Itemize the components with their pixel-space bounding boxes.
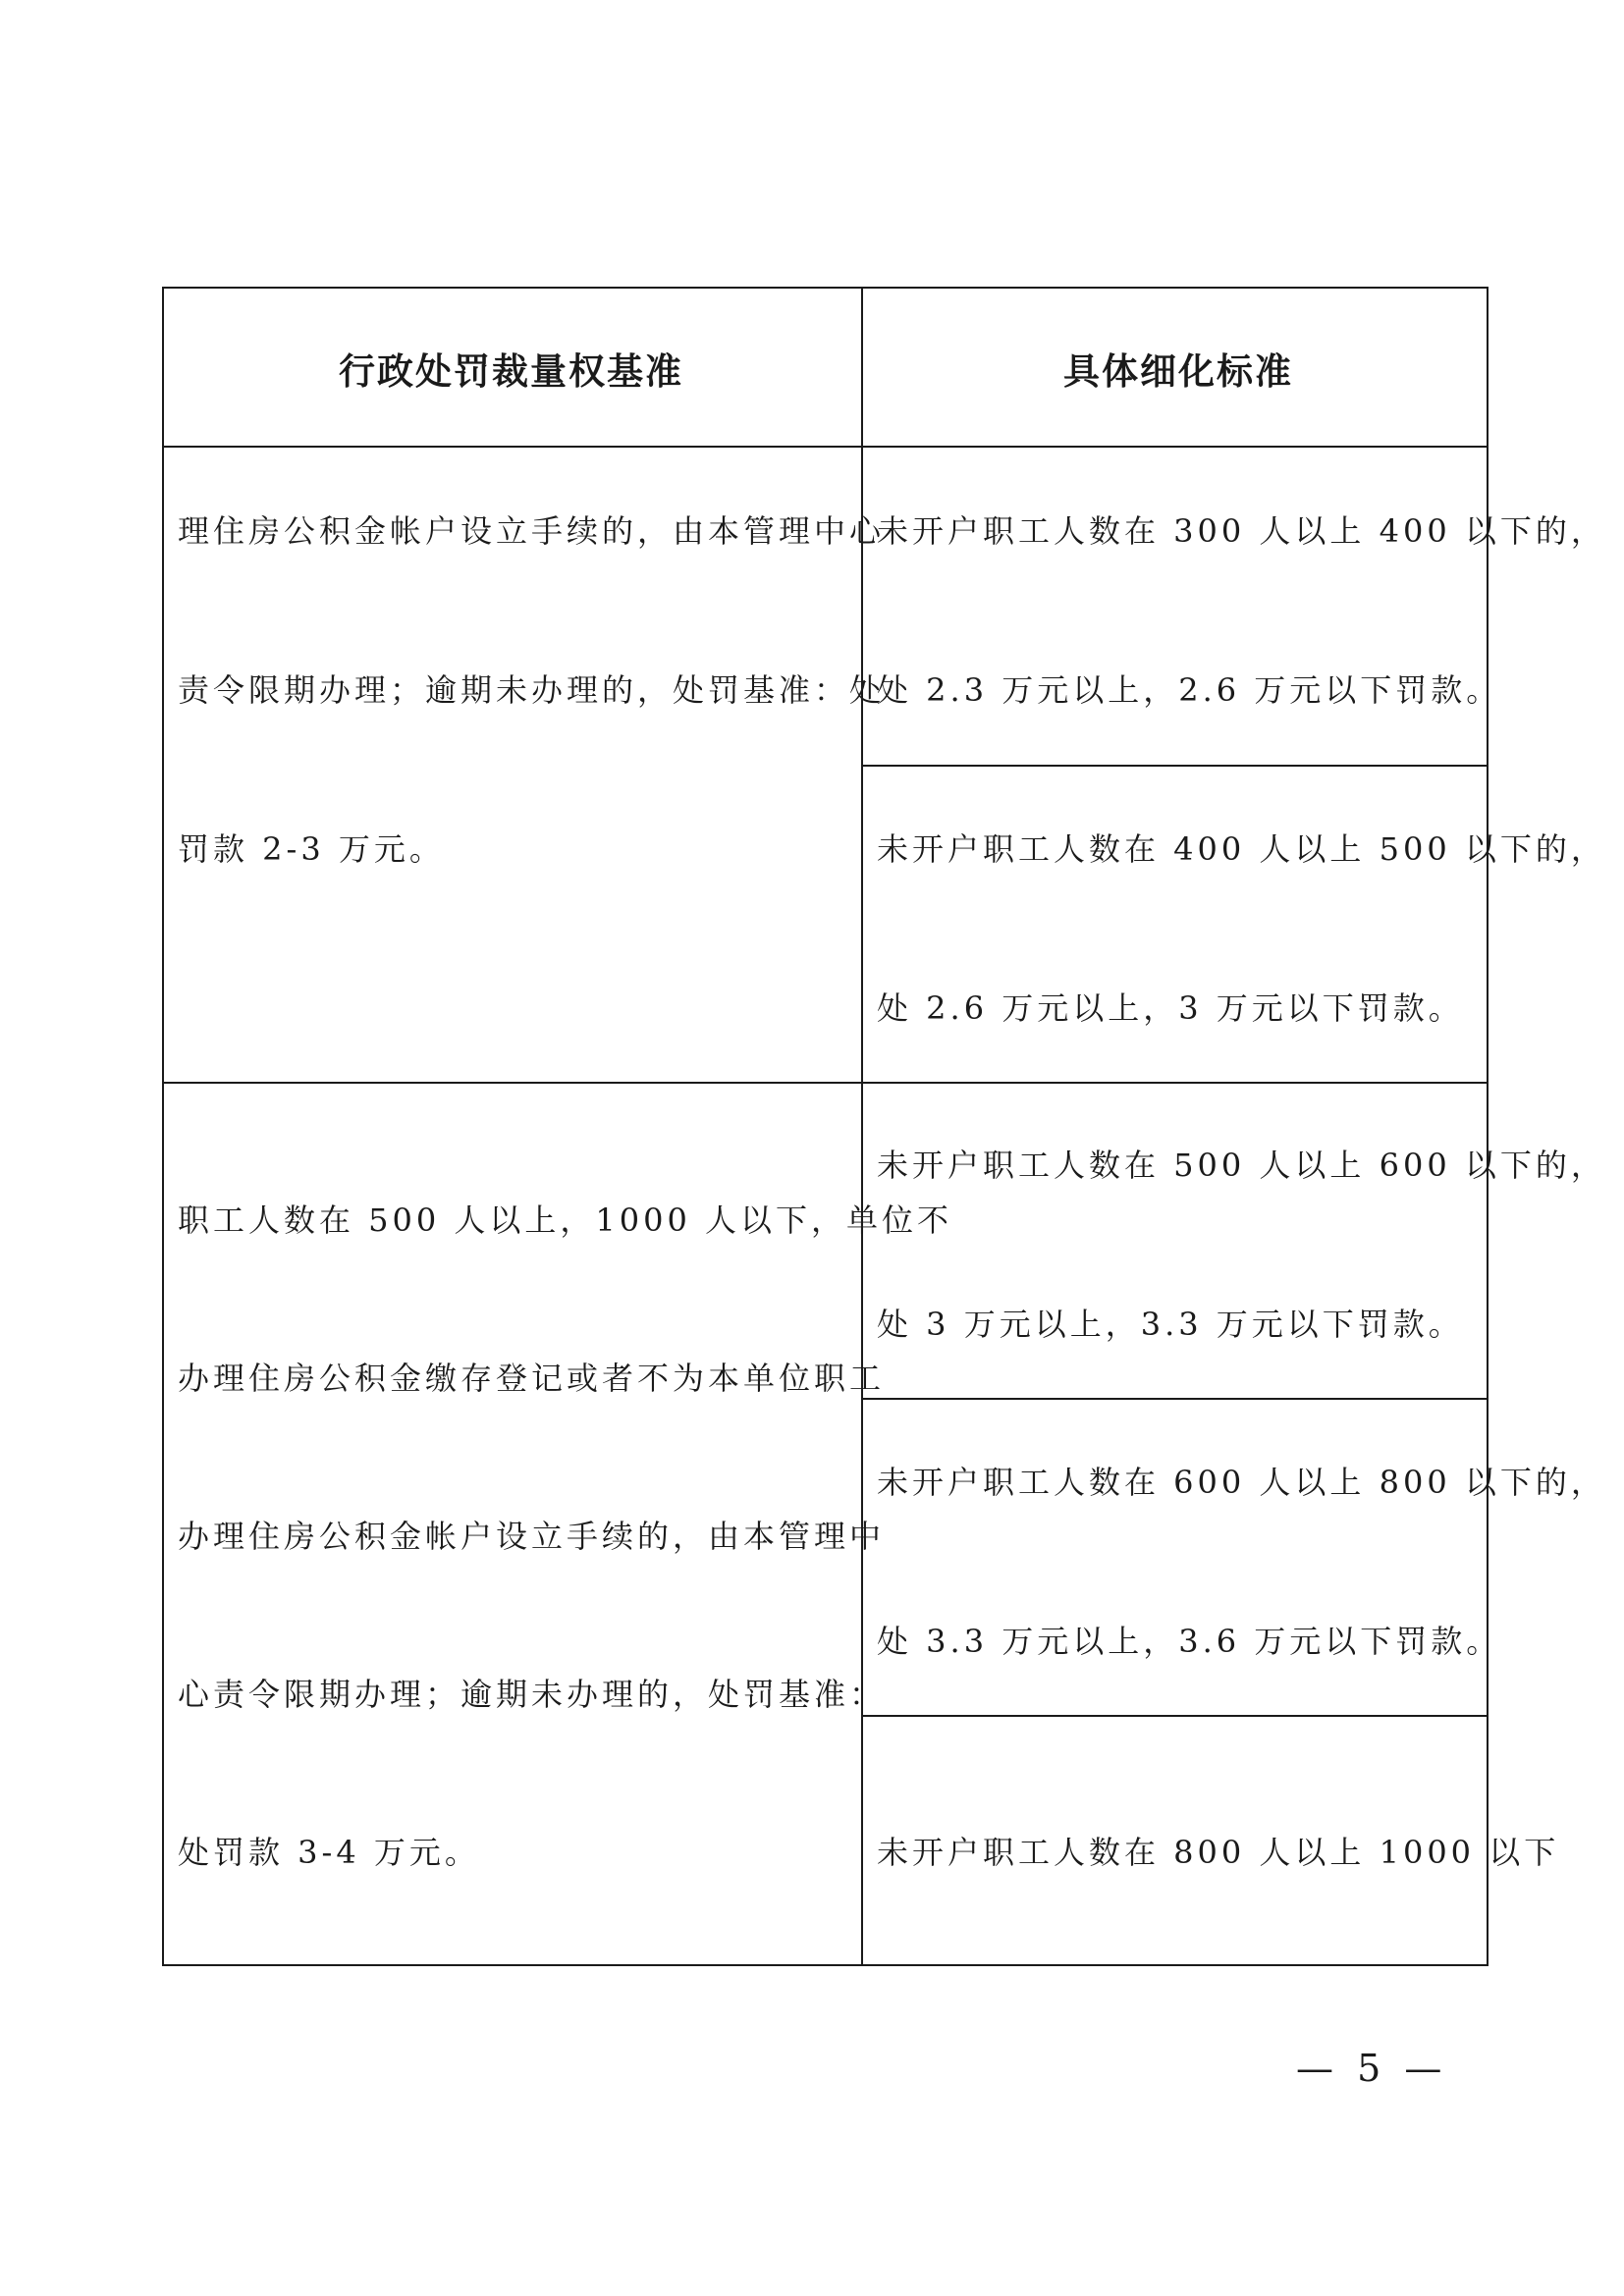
section1-right-row2-line2: 处 2.6 万元以上，3 万元以下罚款。 xyxy=(877,989,1464,1027)
section2-right-row1-line1: 未开户职工人数在 500 人以上 600 以下的， xyxy=(877,1147,1606,1184)
section1-left-line: 责令限期办理；逾期未办理的，处罚基准：处 xyxy=(178,671,886,709)
page-number: — 5 — xyxy=(1296,2047,1448,2090)
section2-left-line: 职工人数在 500 人以上，1000 人以下，单位不 xyxy=(178,1201,953,1239)
section1-right-row1-line2: 处 2.3 万元以上，2.6 万元以下罚款。 xyxy=(877,671,1502,709)
section2-left-line: 办理住房公积金缴存登记或者不为本单位职工 xyxy=(178,1360,886,1397)
section2-right-row2-line1: 未开户职工人数在 600 人以上 800 以下的， xyxy=(877,1464,1606,1501)
section1-right-row1-line1: 未开户职工人数在 300 人以上 400 以下的， xyxy=(877,512,1606,550)
section2-left-line: 办理住房公积金帐户设立手续的，由本管理中 xyxy=(178,1518,886,1555)
section2-right-row3-line1: 未开户职工人数在 800 人以上 1000 以下 xyxy=(877,1834,1560,1871)
header-discretion-standard: 行政处罚裁量权基准 xyxy=(339,350,683,393)
section2-right-row1-line2: 处 3 万元以上，3.3 万元以下罚款。 xyxy=(877,1306,1464,1343)
row-divider xyxy=(861,1715,1487,1717)
row-divider xyxy=(861,765,1487,767)
section1-right-row2-line1: 未开户职工人数在 400 人以上 500 以下的， xyxy=(877,830,1606,868)
header-detailed-standard: 具体细化标准 xyxy=(1063,350,1293,393)
row-divider xyxy=(861,1398,1487,1400)
section-divider xyxy=(164,1082,1487,1084)
section2-right-row2-line2: 处 3.3 万元以上，3.6 万元以下罚款。 xyxy=(877,1623,1502,1660)
section1-left-line: 理住房公积金帐户设立手续的，由本管理中心 xyxy=(178,512,886,550)
section2-left-line: 处罚款 3-4 万元。 xyxy=(178,1834,480,1871)
discretion-standards-table xyxy=(162,287,1606,1966)
section1-left-line: 罚款 2-3 万元。 xyxy=(178,830,445,868)
header-divider xyxy=(164,446,1487,448)
section2-left-line: 心责令限期办理；逾期未办理的，处罚基准： xyxy=(178,1676,886,1713)
